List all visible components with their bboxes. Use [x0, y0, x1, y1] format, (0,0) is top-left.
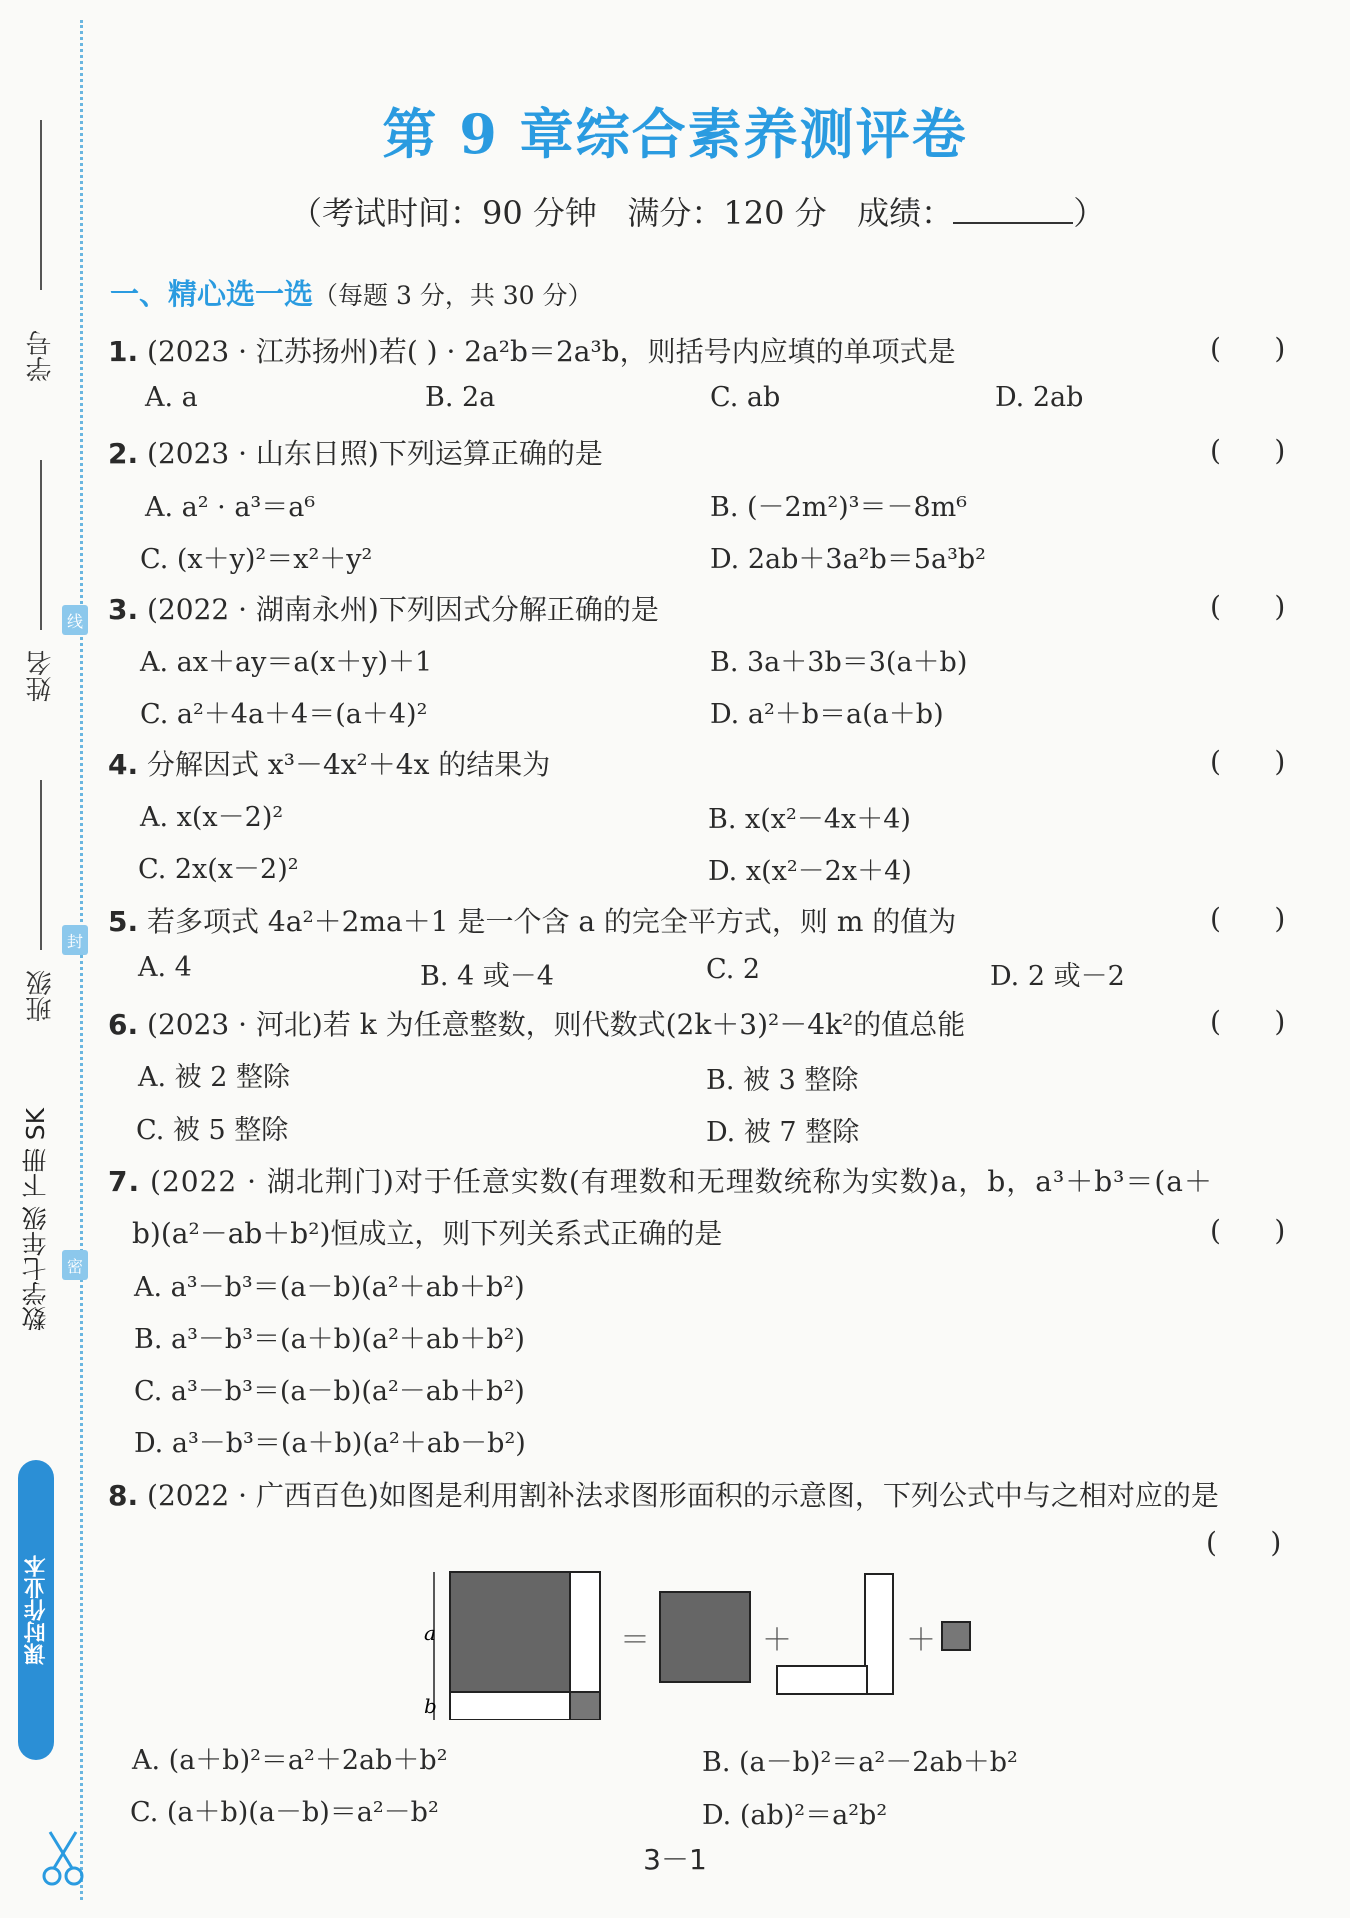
xingming-label: 姓名 [26, 650, 56, 702]
small-square-b [942, 1622, 970, 1650]
plus-sign-1: ＋ [762, 1623, 792, 1658]
option: D. (ab)²＝a²b² [702, 1800, 888, 1831]
book-spine [18, 1108, 54, 1448]
answer-bracket-8[interactable]: ( ) [1206, 1526, 1282, 1559]
option: B. 2a [425, 382, 496, 413]
option: D. 2ab＋3a²b＝5a³b² [710, 544, 986, 575]
question-8 [108, 1474, 1219, 1514]
seal-mark-xian: 线 [62, 605, 88, 635]
equals-sign: ＝ [620, 1623, 650, 1658]
option: D. a²＋b＝a(a＋b) [710, 699, 944, 730]
question-7 [108, 1160, 1213, 1200]
question-stem: (2022 · 湖南永州)下列因式分解正确的是 [147, 593, 659, 626]
question-1 [108, 330, 956, 370]
binding-dotted-line [80, 20, 83, 1900]
option: B. 4 或－4 [420, 961, 554, 992]
answer-bracket-7[interactable]: ( ) [1210, 1214, 1286, 1247]
grade-label: 数学七年级 下册 SK [21, 1108, 50, 1332]
answer-bracket-5[interactable]: ( ) [1210, 902, 1286, 935]
question-stem: (2023 · 河北)若 k 为任意整数，则代数式(2k＋3)²－4k²的值总能 [147, 1008, 966, 1041]
option: B. x(x²－4x＋4) [708, 804, 911, 835]
option: A. a [145, 382, 198, 413]
xingming-line [40, 460, 42, 630]
answer-bracket-3[interactable]: ( ) [1210, 590, 1286, 623]
score-blank[interactable] [953, 196, 1073, 224]
question-5 [108, 900, 956, 940]
option: A. a² · a³＝a⁶ [145, 492, 316, 523]
question-stem: (2023 · 江苏扬州)若( ) · 2a²b＝2a³b，则括号内应填的单项式是 [147, 335, 956, 368]
section-title: 一、精心选一选 [110, 277, 314, 311]
area-diagram [420, 1570, 1020, 1720]
strip-bottom [450, 1692, 570, 1720]
question-4 [108, 743, 550, 783]
question-7-line2: b)(a²－ab＋b²)恒成立，则下列关系式正确的是 [132, 1217, 723, 1250]
option: C. 2 [706, 954, 761, 985]
xuehao-label: 学号 [26, 330, 56, 382]
option: C. ab [710, 382, 781, 413]
l-shape-vertical [865, 1574, 893, 1694]
square-result [660, 1592, 750, 1682]
option: B. (－2m²)³＝－8m⁶ [710, 492, 968, 523]
option: C. (a＋b)(a－b)＝a²－b² [130, 1797, 439, 1828]
option: D. a³－b³＝(a＋b)(a²＋ab－b²) [134, 1428, 526, 1459]
option: A. a³－b³＝(a－b)(a²＋ab＋b²) [134, 1272, 525, 1303]
question-number: 4. [108, 748, 139, 781]
option: B. (a－b)²＝a²－2ab＋b² [702, 1747, 1018, 1778]
question-stem: 若多项式 4a²＋2ma＋1 是一个含 a 的完全平方式，则 m 的值为 [147, 905, 957, 938]
option: A. (a＋b)²＝a²＋2ab＋b² [132, 1745, 448, 1776]
question-number: 5. [108, 905, 139, 938]
answer-bracket-2[interactable]: ( ) [1210, 434, 1286, 467]
square-a [450, 1572, 570, 1692]
option: B. a³－b³＝(a＋b)(a²＋ab＋b²) [134, 1324, 525, 1355]
square-b [570, 1692, 600, 1720]
answer-bracket-6[interactable]: ( ) [1210, 1005, 1286, 1038]
question-number: 1. [108, 335, 139, 368]
option: D. 2 或－2 [990, 961, 1125, 992]
strip-right [570, 1572, 600, 1692]
exam-info [290, 188, 1105, 234]
option: D. 2ab [995, 382, 1084, 413]
plus-sign-2: ＋ [906, 1623, 936, 1658]
brand-label: 课时作业本 [23, 1555, 49, 1665]
question-2 [108, 432, 603, 472]
banji-label: 班级 [26, 970, 56, 1022]
option: B. 被 3 整除 [706, 1065, 859, 1096]
question-number: 6. [108, 1008, 139, 1041]
l-shape-horizontal [777, 1666, 867, 1694]
option: C. a³－b³＝(a－b)(a²－ab＋b²) [134, 1376, 525, 1407]
question-number: 2. [108, 437, 139, 470]
question-6 [108, 1003, 965, 1043]
section-note: （每题 3 分，共 30 分） [313, 281, 593, 310]
label-b-vertical: b [424, 1694, 437, 1718]
label-a-vertical: a [424, 1621, 436, 1645]
banji-line [40, 780, 42, 950]
question-stem: (2022 · 广西百色)如图是利用割补法求图形面积的示意图，下列公式中与之相对应的是 [147, 1479, 1219, 1512]
answer-bracket-4[interactable]: ( ) [1210, 745, 1286, 778]
option: D. x(x²－2x＋4) [708, 856, 912, 887]
question-stem: (2022 · 湖北荆门)对于任意实数(有理数和无理数统称为实数)a，b，a³＋b³＝(a＋ [150, 1165, 1213, 1198]
page-number: 3－1 [643, 1843, 707, 1876]
page-title: 第 9 章综合素养测评卷 [382, 102, 968, 166]
brand-badge [18, 1460, 54, 1760]
option: A. ax＋ay＝a(x＋y)＋1 [140, 647, 433, 678]
question-3 [108, 588, 659, 628]
question-number: 3. [108, 593, 139, 626]
option: A. 4 [138, 952, 192, 983]
option: C. 被 5 整除 [136, 1115, 289, 1146]
option: C. 2x(x－2)² [138, 854, 299, 885]
seal-mark-feng: 封 [62, 925, 88, 955]
exam-info-close: ） [1073, 194, 1106, 232]
option: A. x(x－2)² [140, 802, 284, 833]
exam-info-text: （考试时间：90 分钟 满分：120 分 成绩： [290, 194, 954, 232]
option: D. 被 7 整除 [706, 1117, 860, 1148]
option: A. 被 2 整除 [138, 1062, 291, 1093]
option: C. a²＋4a＋4＝(a＋4)² [140, 699, 428, 730]
section-heading [110, 272, 593, 313]
question-stem: (2023 · 山东日照)下列运算正确的是 [147, 437, 603, 470]
question-number: 8. [108, 1479, 139, 1512]
question-number: 7. [108, 1165, 141, 1198]
option: B. 3a＋3b＝3(a＋b) [710, 647, 968, 678]
question-stem: 分解因式 x³－4x²＋4x 的结果为 [147, 748, 551, 781]
seal-mark-mi: 密 [62, 1250, 88, 1280]
option: C. (x＋y)²＝x²＋y² [140, 544, 373, 575]
answer-bracket-1[interactable]: ( ) [1210, 332, 1286, 365]
